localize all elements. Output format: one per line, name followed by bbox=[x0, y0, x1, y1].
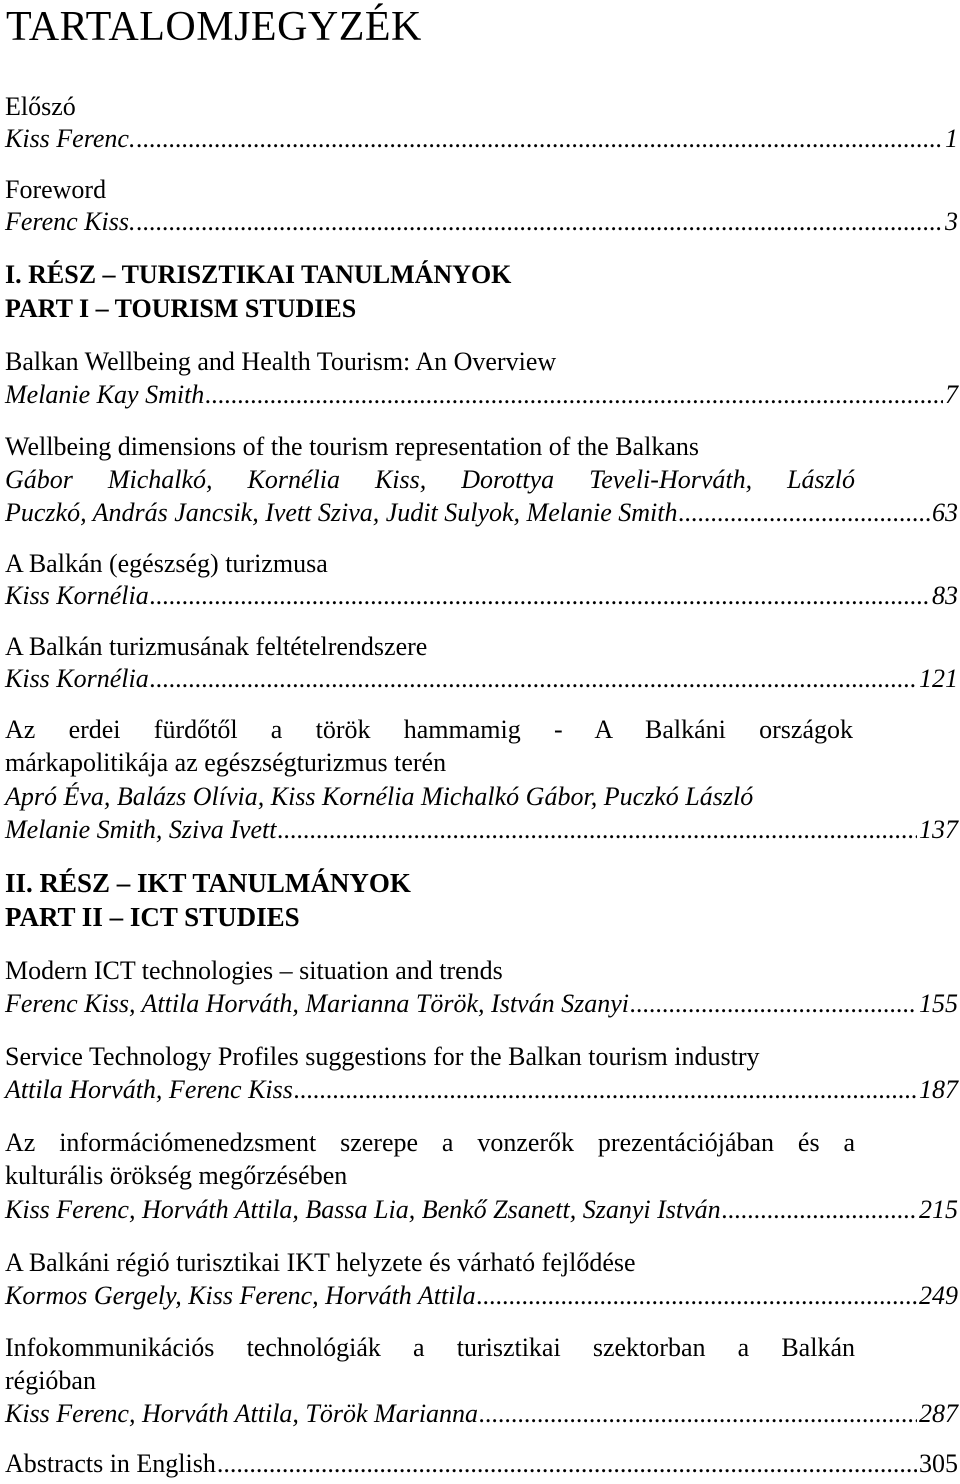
entry-author: Kiss Kornélia bbox=[5, 581, 149, 610]
entry-heading-foreword: Foreword bbox=[5, 175, 107, 204]
entry-author: Ferenc Kiss, Attila Horváth, Marianna Török, István Szanyi bbox=[5, 989, 629, 1018]
toc-line[interactable] bbox=[5, 581, 958, 611]
toc-line-abstracts[interactable] bbox=[5, 1449, 958, 1479]
entry-author: Melanie Smith, Sziva Ivett bbox=[5, 815, 277, 844]
entry-author: Kormos Gergely, Kiss Ferenc, Horváth Attila bbox=[5, 1281, 476, 1310]
dot-leader bbox=[277, 815, 917, 845]
entry-heading-eloszo: Előszó bbox=[5, 92, 76, 121]
entry-heading-cont: régióban bbox=[5, 1366, 96, 1395]
entry-author-line: Gábor Michalkó, Kornélia Kiss, Dorottya Teveli-Horváth, László bbox=[5, 465, 855, 494]
dot-leader bbox=[150, 581, 930, 611]
dot-leader bbox=[150, 664, 917, 694]
toc-line[interactable] bbox=[5, 1195, 958, 1225]
entry-heading: Abstracts in English bbox=[5, 1449, 216, 1478]
entry-heading: Modern ICT technologies – situation and trends bbox=[5, 956, 503, 985]
entry-author: Ferenc Kiss. bbox=[5, 207, 136, 236]
dot-leader bbox=[294, 1075, 917, 1105]
dot-leader bbox=[217, 1449, 917, 1479]
entry-author: Kiss Ferenc, Horváth Attila, Bassa Lia, Benkő Zsanett, Szanyi István bbox=[5, 1195, 721, 1224]
entry-heading: Wellbeing dimensions of the tourism representation of the Balkans bbox=[5, 432, 699, 461]
page-number: 121 bbox=[919, 664, 958, 693]
part-one-title-hu: I. RÉSZ – TURISZTIKAI TANULMÁNYOK bbox=[5, 260, 512, 289]
entry-heading-cont: kulturális örökség megőrzésében bbox=[5, 1161, 348, 1190]
toc-line[interactable] bbox=[5, 1399, 958, 1429]
entry-heading: A Balkáni régió turisztikai IKT helyzete és várható fejlődése bbox=[5, 1248, 636, 1277]
page-number: 63 bbox=[932, 498, 958, 527]
dot-leader bbox=[479, 1399, 917, 1429]
toc-line[interactable] bbox=[5, 815, 958, 845]
page-number: 287 bbox=[919, 1399, 958, 1428]
dot-leader bbox=[678, 498, 930, 528]
page-number: 215 bbox=[919, 1195, 958, 1224]
entry-heading: A Balkán turizmusának feltételrendszere bbox=[5, 632, 428, 661]
dot-leader bbox=[136, 124, 943, 154]
entry-heading: Service Technology Profiles suggestions for the Balkan tourism industry bbox=[5, 1042, 760, 1071]
part-two-title-en: PART II – ICT STUDIES bbox=[5, 902, 300, 932]
entry-author: Kiss Ferenc. bbox=[5, 124, 136, 153]
toc-line-eloszo[interactable] bbox=[5, 124, 958, 154]
page-number: 249 bbox=[919, 1281, 958, 1310]
entry-author: Melanie Kay Smith bbox=[5, 380, 205, 409]
toc-line[interactable] bbox=[5, 664, 958, 694]
entry-author-line: Apró Éva, Balázs Olívia, Kiss Kornélia Michalkó Gábor, Puczkó László bbox=[5, 782, 754, 811]
toc-line[interactable] bbox=[5, 380, 958, 410]
entry-author: Kiss Kornélia bbox=[5, 664, 149, 693]
entry-heading-cont: márkapolitikája az egészségturizmus terén bbox=[5, 748, 447, 777]
page-number: 3 bbox=[945, 207, 958, 236]
page-number: 83 bbox=[932, 581, 958, 610]
dot-leader bbox=[205, 380, 943, 410]
entry-author: Kiss Ferenc, Horváth Attila, Török Marianna bbox=[5, 1399, 479, 1428]
part-one-title-en: PART I – TOURISM STUDIES bbox=[5, 294, 357, 323]
entry-heading: A Balkán (egészség) turizmusa bbox=[5, 549, 328, 578]
dot-leader bbox=[477, 1281, 917, 1311]
toc-line-foreword[interactable] bbox=[5, 207, 958, 237]
page-title: TARTALOMJEGYZÉK bbox=[6, 4, 422, 50]
page-number: 155 bbox=[919, 989, 958, 1018]
toc-line[interactable] bbox=[5, 1281, 958, 1311]
toc-line[interactable] bbox=[5, 1075, 958, 1105]
dot-leader bbox=[630, 989, 917, 1019]
entry-author: Puczkó, András Jancsik, Ivett Sziva, Judit Sulyok, Melanie Smith bbox=[5, 498, 678, 527]
entry-author: Attila Horváth, Ferenc Kiss bbox=[5, 1075, 293, 1104]
dot-leader bbox=[722, 1195, 917, 1225]
entry-heading: Az erdei fürdőtől a török hammamig - A Balkáni országok bbox=[5, 715, 853, 744]
page-number: 187 bbox=[919, 1075, 958, 1104]
part-two-title-hu: II. RÉSZ – IKT TANULMÁNYOK bbox=[5, 868, 411, 898]
entry-heading: Balkan Wellbeing and Health Tourism: An Overview bbox=[5, 347, 557, 376]
page-number: 7 bbox=[945, 380, 958, 409]
entry-heading: Az információmenedzsment szerepe a vonzerők prezentációjában és a bbox=[5, 1128, 855, 1157]
entry-heading: Infokommunikációs technológiák a turisztikai szektorban a Balkán bbox=[5, 1333, 855, 1362]
page-number: 1 bbox=[945, 124, 958, 153]
page-number: 137 bbox=[919, 815, 958, 844]
page-number: 305 bbox=[919, 1449, 958, 1478]
toc-line[interactable] bbox=[5, 498, 958, 528]
dot-leader bbox=[136, 207, 943, 237]
toc-line[interactable] bbox=[5, 989, 958, 1019]
